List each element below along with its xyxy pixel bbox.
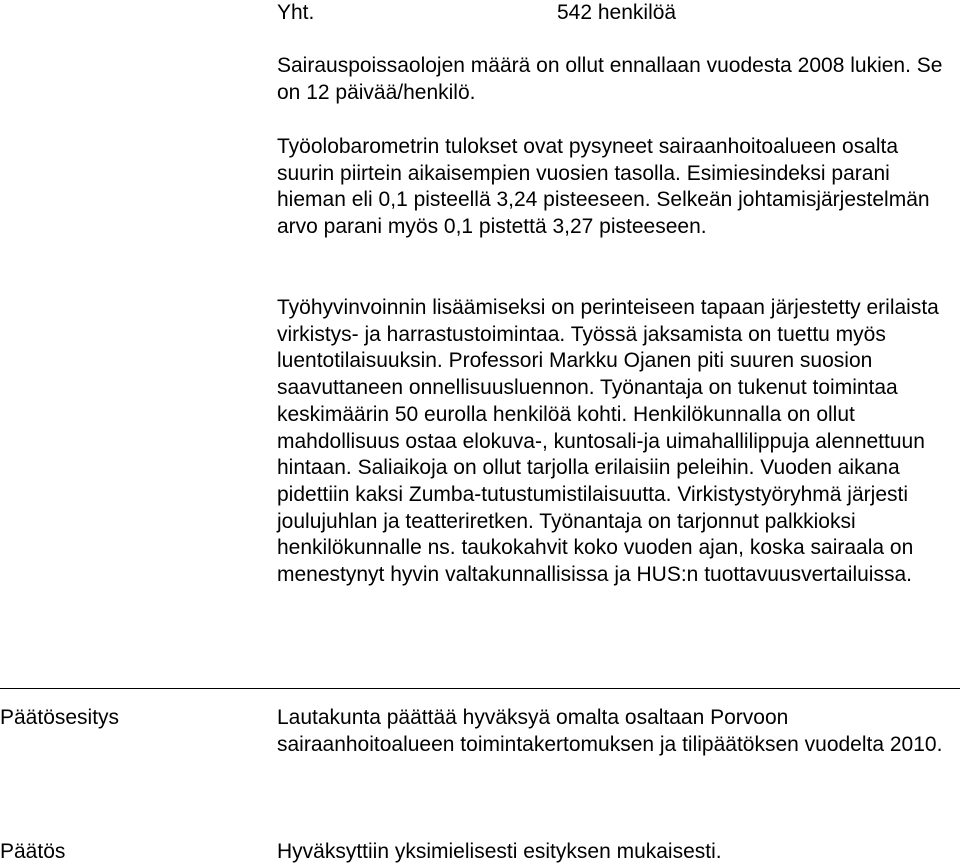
- summary-label: Yht.: [277, 1, 315, 24]
- proposal-label: Päätösesitys: [0, 706, 120, 729]
- wellbeing-paragraph: Työhyvinvoinnin lisäämiseksi on perinteiseen tapaan järjestetty erilaista virkistys- ja harrastustoimintaa. Työssä jaksamista on tuettu myös luentotilaisuuksin. Professori Markku Ojanen piti suuren suosion saavuttaneen onnellisuusluennon. Työnantaja on tukenut toimintaa keskimäärin 50 eurolla henkilöä kohti. Henkilökunnalla on ollut mahdollisuus ostaa elokuva-, kuntosali-ja uimahallilippuja alennettuun hintaan. Saliaikoja on ollut tarjolla erilaisiin peleihin. Vuoden aikana pidettiin kaksi Zumba-tutustumistilaisuutta. Virkistystyöryhmä järjesti joulujuhlan ja teatteriretken. Työnantaja on tarjonnut palkkioksi henkilökunnalle ns. taukokahvit koko vuoden ajan, koska sairaala on menestynyt hyvin valtakunnallisissa ja HUS:n tuottavuusvertailuissa.: [277, 296, 939, 587]
- sick-leave-paragraph: Sairauspoissaolojen määrä on ollut ennallaan vuodesta 2008 lukien. Se on 12 päivää/henkilö.: [277, 54, 943, 104]
- summary-row: [277, 0, 960, 27]
- proposal-text: Lautakunta päättää hyväksyä omalta osaltaan Porvoon sairaanhoitoalueen toimintakertomuksen ja tilipäätöksen vuodelta 2010.: [277, 706, 943, 756]
- summary-value: 542 henkilöä: [557, 1, 677, 24]
- section-divider: [0, 688, 960, 689]
- decision-text: Hyväksyttiin yksimielisesti esityksen mukaisesti.: [277, 840, 722, 863]
- work-barometer-paragraph: Työolobarometrin tulokset ovat pysyneet sairaanhoitoalueen osalta suurin piirtein aikaisempien vuosien tasolla. Esimiesindeksi parani hieman eli 0,1 pisteellä 3,24 pisteeseen. Selkeän johtamisjärjestelmän arvo parani myös 0,1 pistettä 3,27 pisteeseen.: [277, 135, 930, 239]
- decision-label: Päätös: [0, 840, 66, 863]
